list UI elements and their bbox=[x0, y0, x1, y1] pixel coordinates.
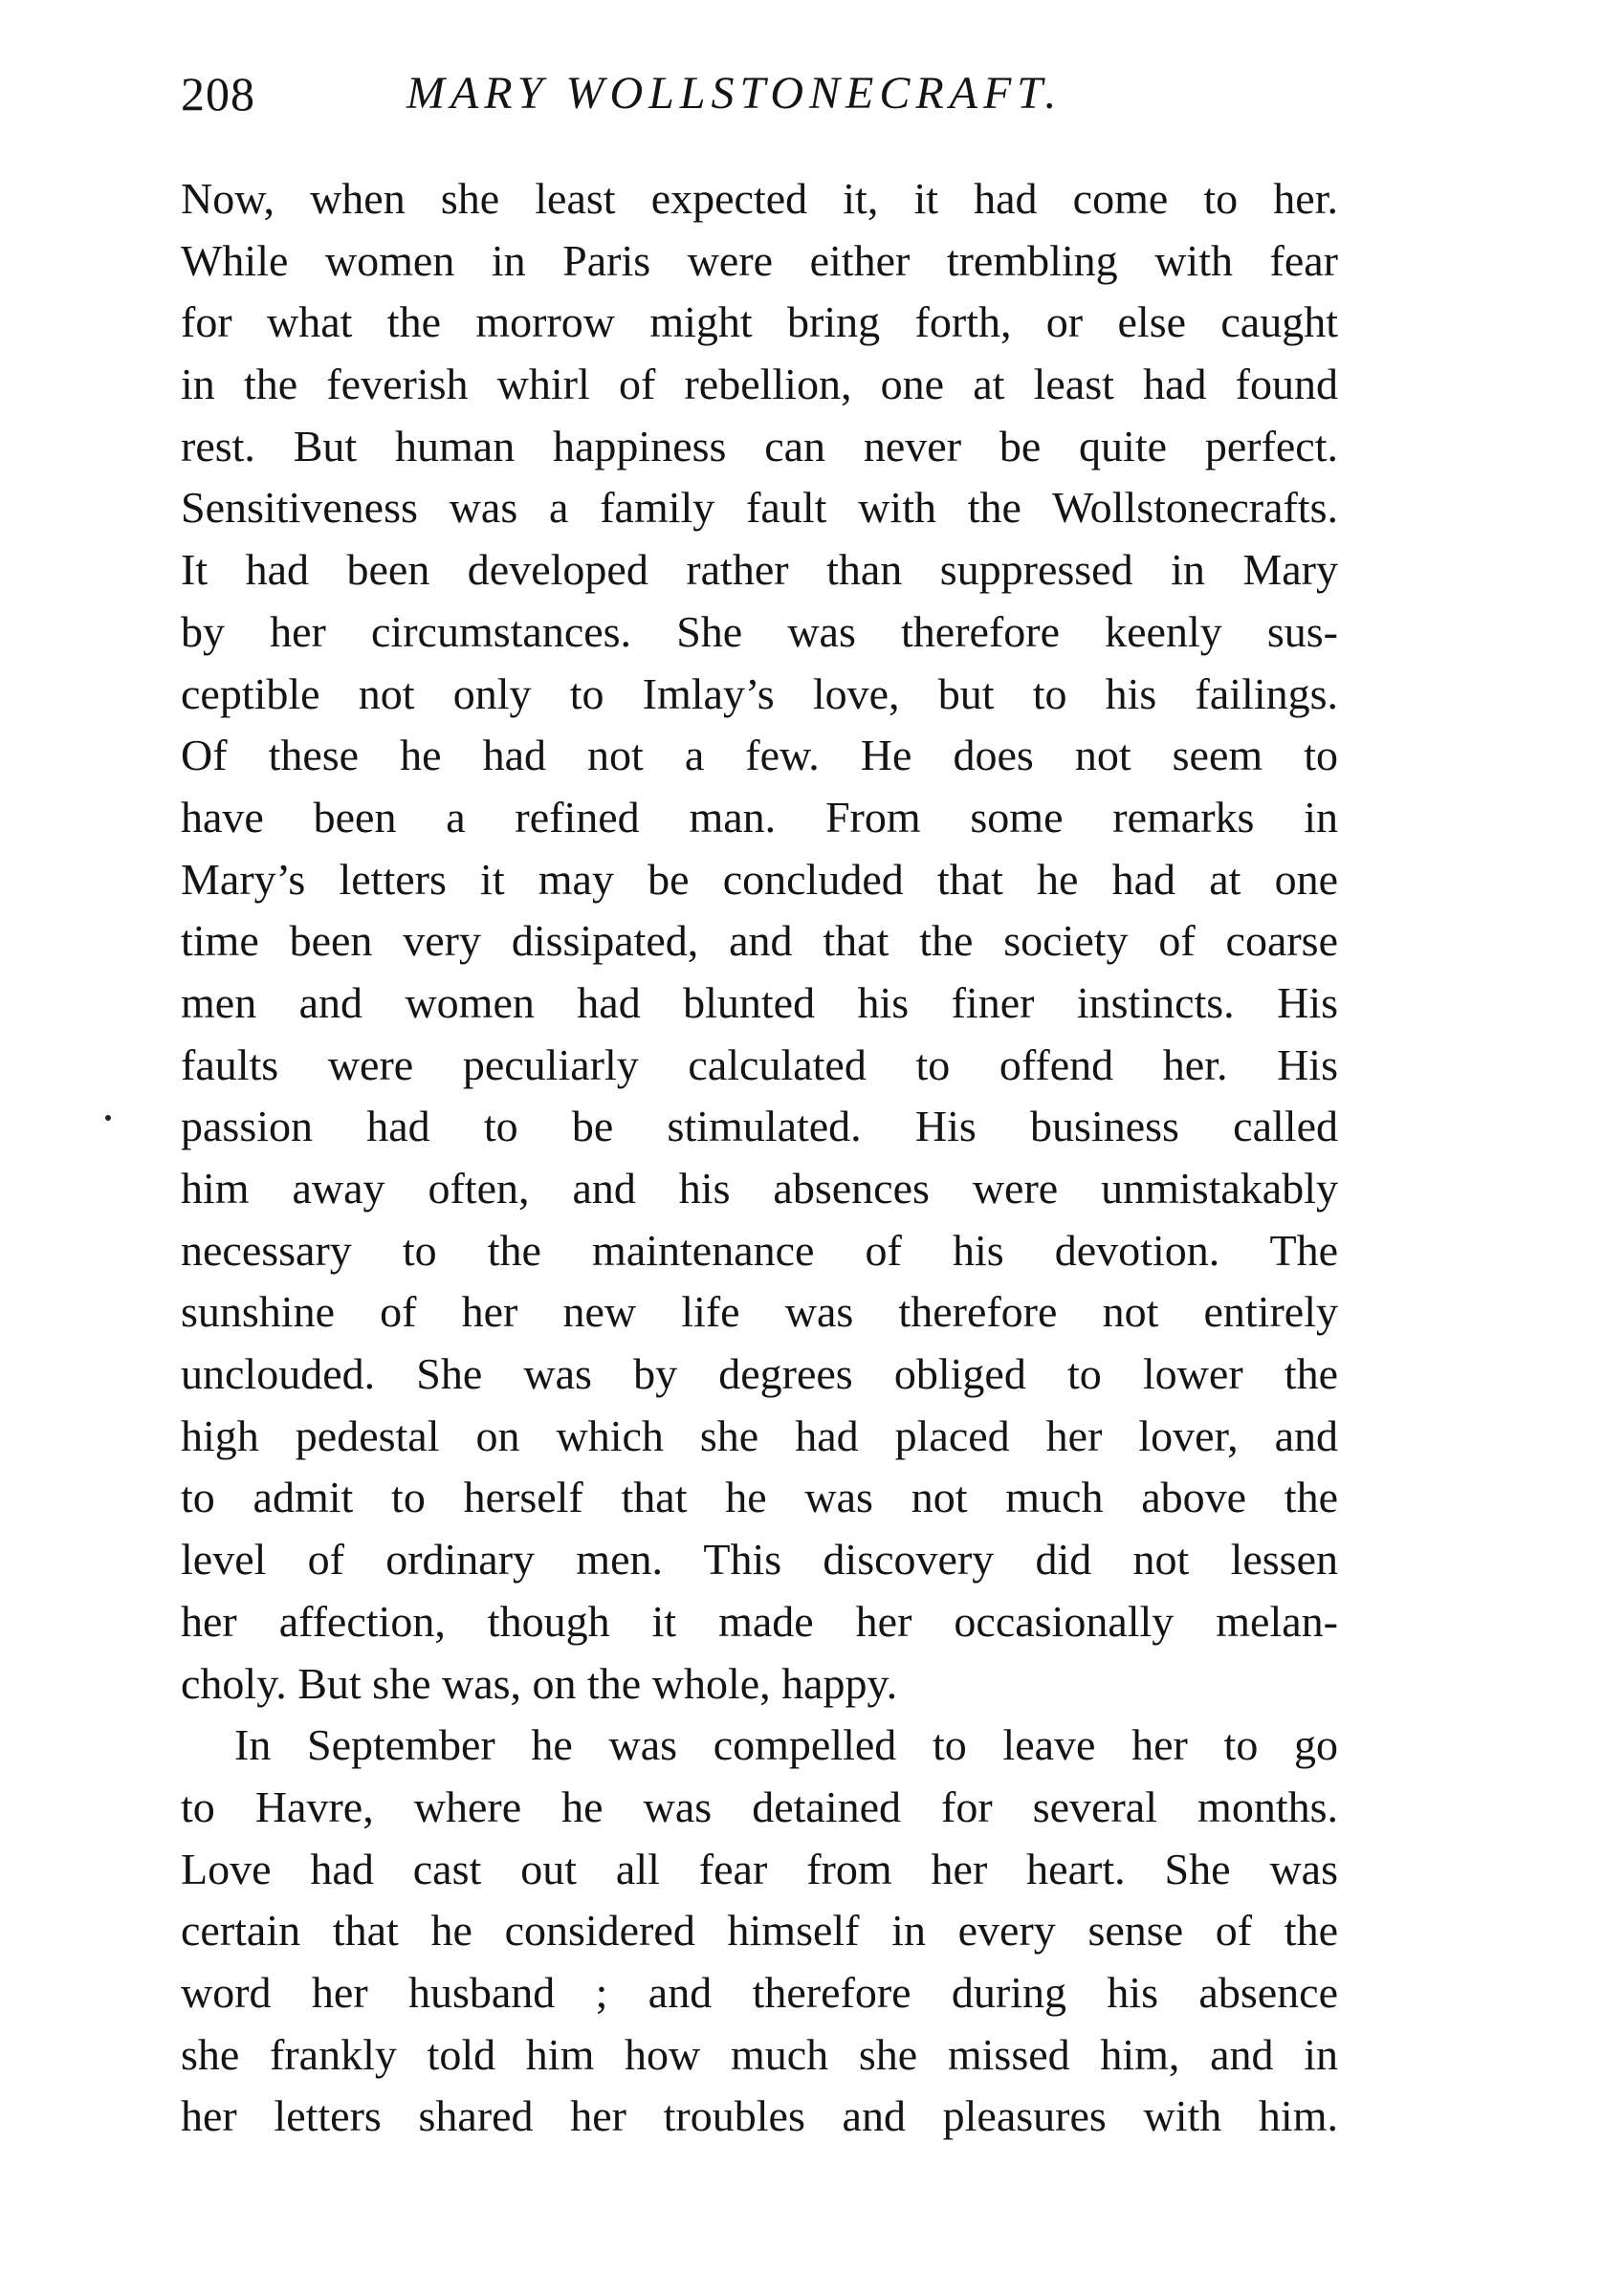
text-line: rest. But human happiness can never be quite perfect. bbox=[181, 421, 1338, 470]
text-line: she frankly told him how much she missed him, and in bbox=[181, 2029, 1338, 2079]
text-line: to admit to herself that he was not much above the bbox=[181, 1473, 1338, 1522]
text-line: Sensitiveness was a family fault with the Wollstonecrafts. bbox=[181, 483, 1338, 533]
paragraph-2 bbox=[181, 1715, 1338, 2148]
running-head bbox=[181, 59, 1338, 126]
text-line: ceptible not only to Imlay’s love, but to his failings. bbox=[181, 668, 1338, 718]
text-line: by her circumstances. She was therefore keenly sus- bbox=[181, 606, 1338, 656]
text-line: her letters shared her troubles and pleasures with him. bbox=[181, 2091, 1338, 2141]
text-line: level of ordinary men. This discovery did not lessen bbox=[181, 1535, 1338, 1585]
text-line: Mary’s letters it may be concluded that he had at one bbox=[181, 854, 1338, 904]
text-line: high pedestal on which she had placed her lover, and bbox=[181, 1410, 1338, 1460]
text-line: choly. But she was, on the whole, happy. bbox=[181, 1658, 898, 1708]
text-line: have been a refined man. From some remarks in bbox=[181, 792, 1338, 842]
text-line: in the feverish whirl of rebellion, one at least had found bbox=[181, 360, 1338, 409]
text-line: time been very dissipated, and that the society of coarse bbox=[181, 916, 1338, 966]
text-line: In September he was compelled to leave her to go bbox=[234, 1720, 1338, 1770]
margin-speck bbox=[105, 1115, 111, 1121]
paragraph-1 bbox=[181, 168, 1338, 1715]
text-line: passion had to be stimulated. His business called bbox=[181, 1102, 1338, 1151]
text-line: him away often, and his absences were unmistakably bbox=[181, 1164, 1338, 1213]
text-line: It had been developed rather than suppressed in Mary bbox=[181, 545, 1338, 595]
text-line: her affection, though it made her occasionally melan- bbox=[181, 1596, 1338, 1646]
text-line: sunshine of her new life was therefore not entirely bbox=[181, 1287, 1338, 1337]
text-line: for what the morrow might bring forth, or else caught bbox=[181, 297, 1338, 347]
text-line: faults were peculiarly calculated to offend her. His bbox=[181, 1039, 1338, 1089]
running-title: MARY WOLLSTONECRAFT. bbox=[406, 68, 1063, 119]
text-line: to Havre, where he was detained for several months. bbox=[181, 1782, 1338, 1831]
text-line: men and women had blunted his finer instincts. His bbox=[181, 977, 1338, 1027]
text-line: necessary to the maintenance of his devotion. The bbox=[181, 1225, 1338, 1275]
text-line: While women in Paris were either trembling with fear bbox=[181, 235, 1338, 285]
text-line: Of these he had not a few. He does not seem to bbox=[181, 731, 1338, 780]
page-number: 208 bbox=[181, 67, 255, 120]
text-line: Love had cast out all fear from her heart. She was bbox=[181, 1844, 1338, 1893]
text-line: unclouded. She was by degrees obliged to lower the bbox=[181, 1349, 1338, 1399]
text-line: Now, when she least expected it, it had come to her. bbox=[181, 174, 1338, 223]
text-line: word her husband ; and therefore during his absence bbox=[181, 1967, 1338, 2017]
body-text bbox=[181, 168, 1338, 2148]
text-line: certain that he considered himself in every sense of the bbox=[181, 1906, 1338, 1956]
